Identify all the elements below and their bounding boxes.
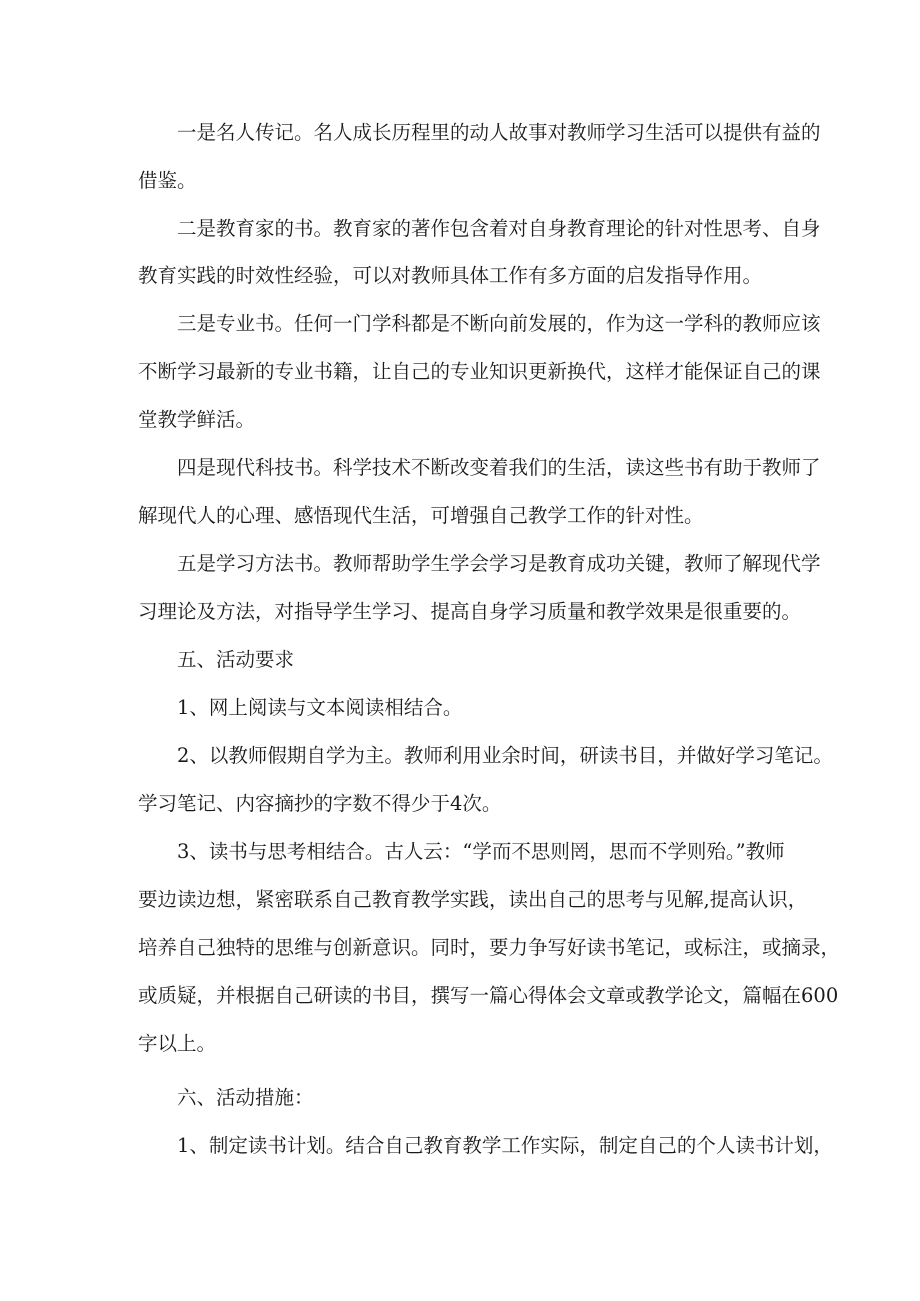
paragraph-2-line-1: 二是教育家的书。教育家的著作包含着对自身教育理论的针对性思考、自身 xyxy=(177,217,821,240)
section-heading-activity-requirements: 五、活动要求 xyxy=(177,648,295,671)
section-heading-activity-measures: 六、活动措施： xyxy=(177,1086,314,1109)
requirement-3-line-4: 或质疑，并根据自己研读的书目，撰写一篇心得体会文章或教学论文，篇幅在600 xyxy=(138,984,839,1007)
paragraph-1-line-2: 借鉴。 xyxy=(138,169,197,192)
requirement-3-line-1: 3、读书与思考相结合。古人云：“学而不思则罔，思而不学则殆。”教师 xyxy=(177,840,785,863)
paragraph-1-line-1: 一是名人传记。名人成长历程里的动人故事对教师学习生活可以提供有益的 xyxy=(177,121,821,144)
requirement-3-line-3: 培养自己独特的思维与创新意识。同时，要力争写好读书笔记，或标注，或摘录， xyxy=(138,936,841,959)
paragraph-5-line-2: 习理论及方法，对指导学生学习、提高自身学习质量和教学效果是很重要的。 xyxy=(138,600,802,623)
paragraph-5-line-1: 五是学习方法书。教师帮助学生学会学习是教育成功关键，教师了解现代学 xyxy=(177,552,821,575)
requirement-3-line-2: 要边读边想，紧密联系自己教育教学实践，读出自己的思考与见解,提高认识， xyxy=(138,888,808,911)
paragraph-3-line-2: 不断学习最新的专业书籍，让自己的专业知识更新换代，这样才能保证自己的课 xyxy=(138,360,821,383)
requirement-2-line-1: 2、以教师假期自学为主。教师利用业余时间，研读书目，并做好学习笔记。 xyxy=(177,744,833,767)
paragraph-3-line-1: 三是专业书。任何一门学科都是不断向前发展的，作为这一学科的教师应该 xyxy=(177,312,821,335)
requirement-1: 1、网上阅读与文本阅读相结合。 xyxy=(177,696,463,719)
paragraph-4-line-1: 四是现代科技书。科学技术不断改变着我们的生活，读这些书有助于教师了 xyxy=(177,456,821,479)
paragraph-3-line-3: 堂教学鲜活。 xyxy=(138,408,256,431)
requirement-2-line-2: 学习笔记、内容摘抄的字数不得少于4次。 xyxy=(138,792,502,815)
measure-1-line-1: 1、制定读书计划。结合自己教育教学工作实际，制定自己的个人读书计划， xyxy=(177,1134,833,1157)
paragraph-4-line-2: 解现代人的心理、感悟现代生活，可增强自己教学工作的针对性。 xyxy=(138,504,704,527)
paragraph-2-line-2: 教育实践的时效性经验，可以对教师具体工作有多方面的启发指导作用。 xyxy=(138,264,763,287)
requirement-3-line-5: 字以上。 xyxy=(138,1032,217,1055)
